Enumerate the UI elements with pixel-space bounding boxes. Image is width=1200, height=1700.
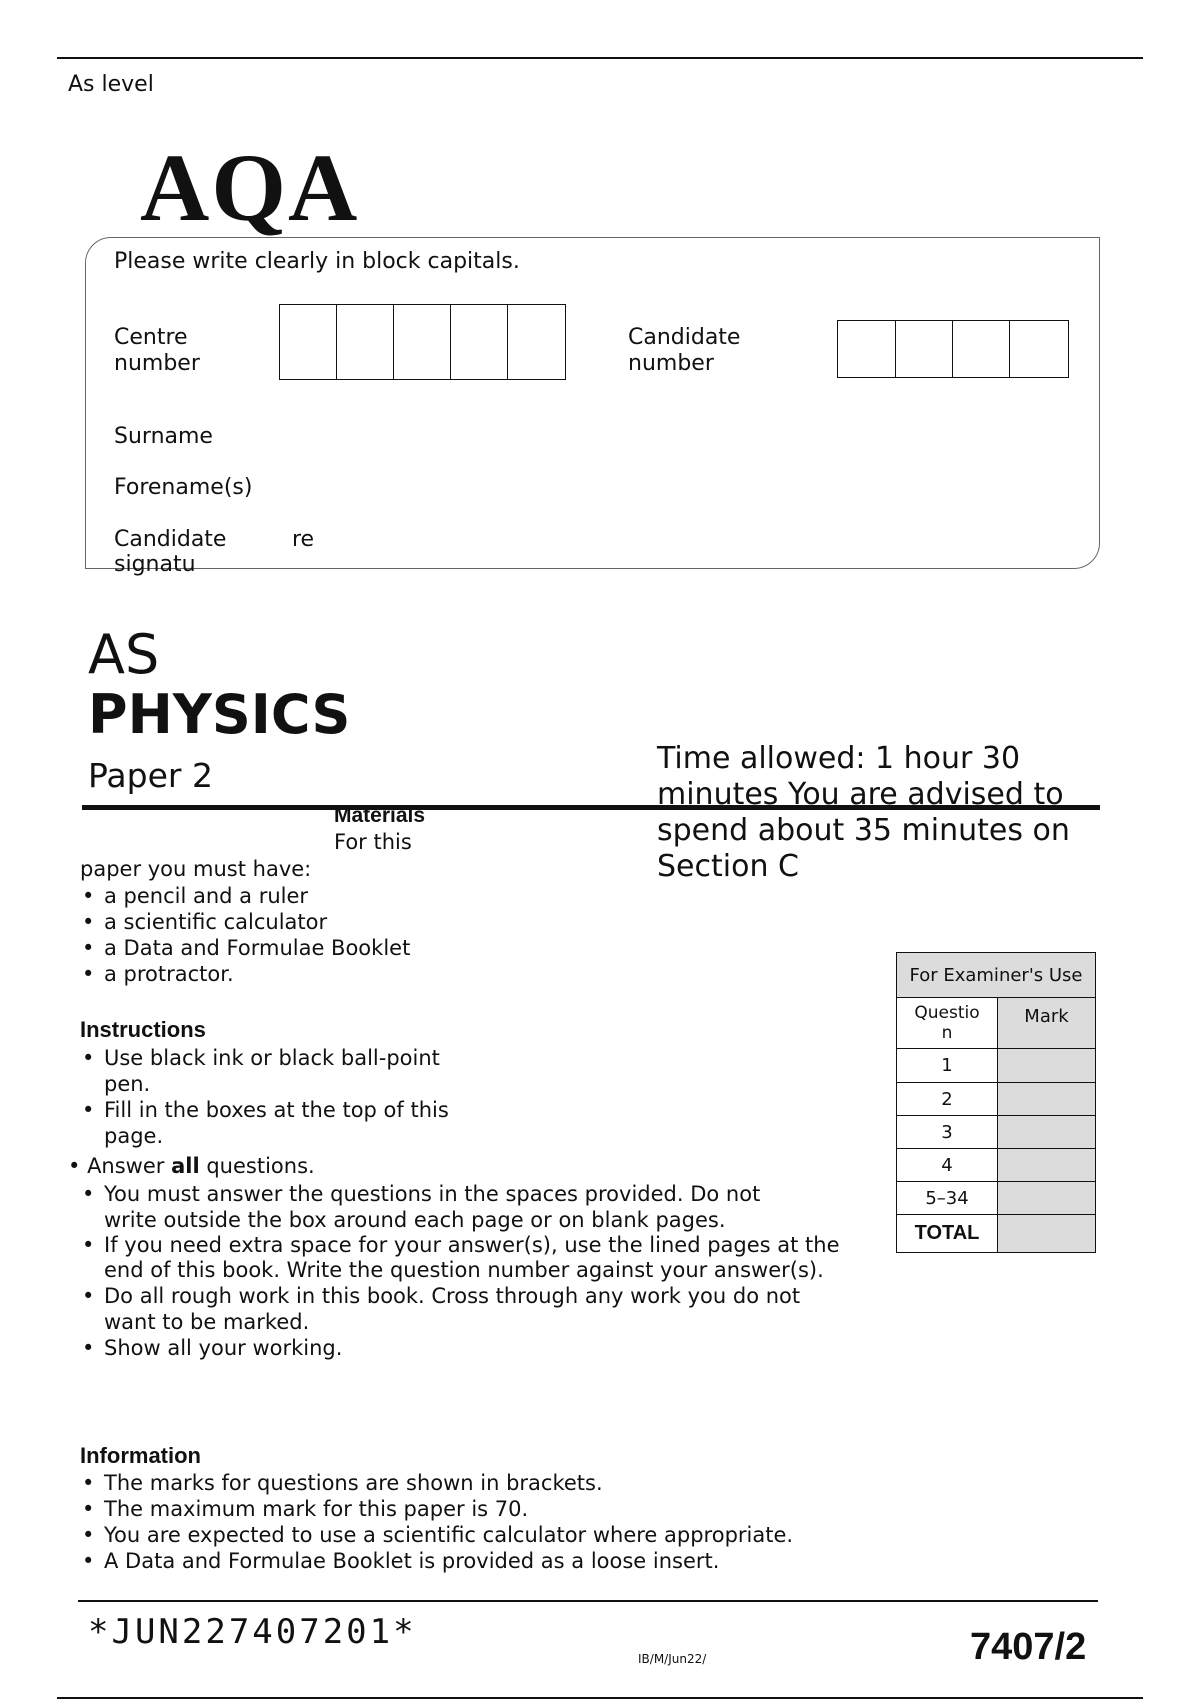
examiner-heading: For Examiner's Use [897, 953, 1096, 998]
mark-column-header: Mark [998, 998, 1096, 1049]
total-label: TOTAL [897, 1215, 998, 1253]
answer-all-post: questions. [199, 1154, 315, 1178]
information-heading: Information [80, 1443, 201, 1468]
centre-digit-box[interactable] [280, 305, 337, 379]
list-item: • Show all your working. [80, 1335, 850, 1361]
subject-title: PHYSICS [88, 683, 351, 746]
list-item: • a pencil and a ruler [80, 883, 410, 909]
materials-list [80, 883, 410, 987]
centre-digit-box[interactable] [508, 305, 565, 379]
information-list [80, 1470, 793, 1574]
list-item: • You are expected to use a scientific calculator where appropriate. [80, 1522, 793, 1548]
question-column-header: Questio n [897, 998, 998, 1049]
level-label: As level [68, 72, 154, 97]
question-number: 3 [897, 1116, 998, 1149]
instructions-heading: Instructions [80, 1017, 206, 1042]
question-number: 1 [897, 1049, 998, 1083]
examiner-table [896, 952, 1096, 1253]
list-item: • a Data and Formulae Booklet [80, 935, 410, 961]
surname-label: Surname [114, 424, 213, 449]
list-item: • The maximum mark for this paper is 70. [80, 1496, 793, 1522]
mark-cell[interactable] [998, 1182, 1096, 1215]
question-number: 2 [897, 1083, 998, 1116]
instructions-list [80, 1045, 494, 1149]
centre-digit-box[interactable] [394, 305, 451, 379]
candidate-details-panel [85, 237, 1100, 569]
bottom-rule [57, 1697, 1143, 1699]
candidate-digit-box[interactable] [953, 321, 1010, 377]
forenames-label: Forename(s) [114, 475, 253, 500]
list-item: • If you need extra space for your answer(s), use the lined pages at the end of this book. Write the question number against your answer(s). [80, 1233, 844, 1283]
candidate-digit-box[interactable] [1010, 321, 1068, 377]
centre-digit-box[interactable] [337, 305, 394, 379]
signature-label-suffix: re [292, 527, 315, 552]
materials-heading: Materials [334, 804, 426, 827]
list-item: • a scientific calculator [80, 909, 410, 935]
mark-cell[interactable] [998, 1083, 1096, 1116]
barcode-text: *JUN227407201* [88, 1612, 417, 1652]
signature-label-cont: signatu [114, 552, 196, 577]
list-item: • The marks for questions are shown in brackets. [80, 1470, 793, 1496]
answer-all-bold: all [171, 1154, 200, 1178]
question-number: 4 [897, 1149, 998, 1182]
list-item: • You must answer the questions in the spaces provided. Do not write outside the box around each page or on blank pages. [80, 1181, 784, 1233]
list-item: • A Data and Formulae Booklet is provided as a loose insert. [80, 1548, 793, 1574]
answer-all-pre: Answer [87, 1154, 172, 1178]
time-allowed: Time allowed: 1 hour 30 minutes You are advised to spend about 35 minutes on Section C [657, 741, 1070, 884]
list-item: • Fill in the boxes at the top of this page. [80, 1097, 494, 1149]
paper-code: 7407/2 [970, 1626, 1087, 1668]
materials-intro-cont: paper you must have: [80, 857, 312, 881]
candidate-number-label: Candidate number [628, 325, 741, 376]
centre-number-label: Centre number [114, 325, 200, 376]
mark-cell[interactable] [998, 1149, 1096, 1182]
footer-rule [78, 1600, 1098, 1602]
candidate-digit-box[interactable] [838, 321, 896, 377]
mark-cell[interactable] [998, 1049, 1096, 1083]
mark-cell[interactable] [998, 1116, 1096, 1149]
centre-number-boxes[interactable] [279, 304, 566, 380]
instructions-list-cont [80, 1181, 850, 1361]
candidate-digit-box[interactable] [896, 321, 953, 377]
candidate-number-boxes[interactable] [837, 320, 1069, 378]
materials-intro: For this [334, 830, 412, 854]
list-item: • Do all rough work in this book. Cross through any work you do not want to be marked. [80, 1283, 824, 1335]
reference-code: IB/M/Jun22/ [638, 1652, 707, 1666]
signature-label: Candidate [114, 527, 227, 552]
list-item: • a protractor. [80, 961, 410, 987]
list-item: • Use black ink or black ball-point pen. [80, 1045, 469, 1097]
aqa-logo: AQA [140, 134, 360, 241]
top-rule [57, 57, 1143, 59]
paper-title: Paper 2 [88, 756, 213, 795]
level-title: AS [88, 623, 160, 686]
centre-digit-box[interactable] [451, 305, 508, 379]
total-mark-cell[interactable] [998, 1215, 1096, 1253]
question-number: 5–34 [897, 1182, 998, 1215]
block-capitals-instruction: Please write clearly in block capitals. [114, 249, 520, 274]
answer-all-item: • Answer all questions. [68, 1154, 315, 1178]
